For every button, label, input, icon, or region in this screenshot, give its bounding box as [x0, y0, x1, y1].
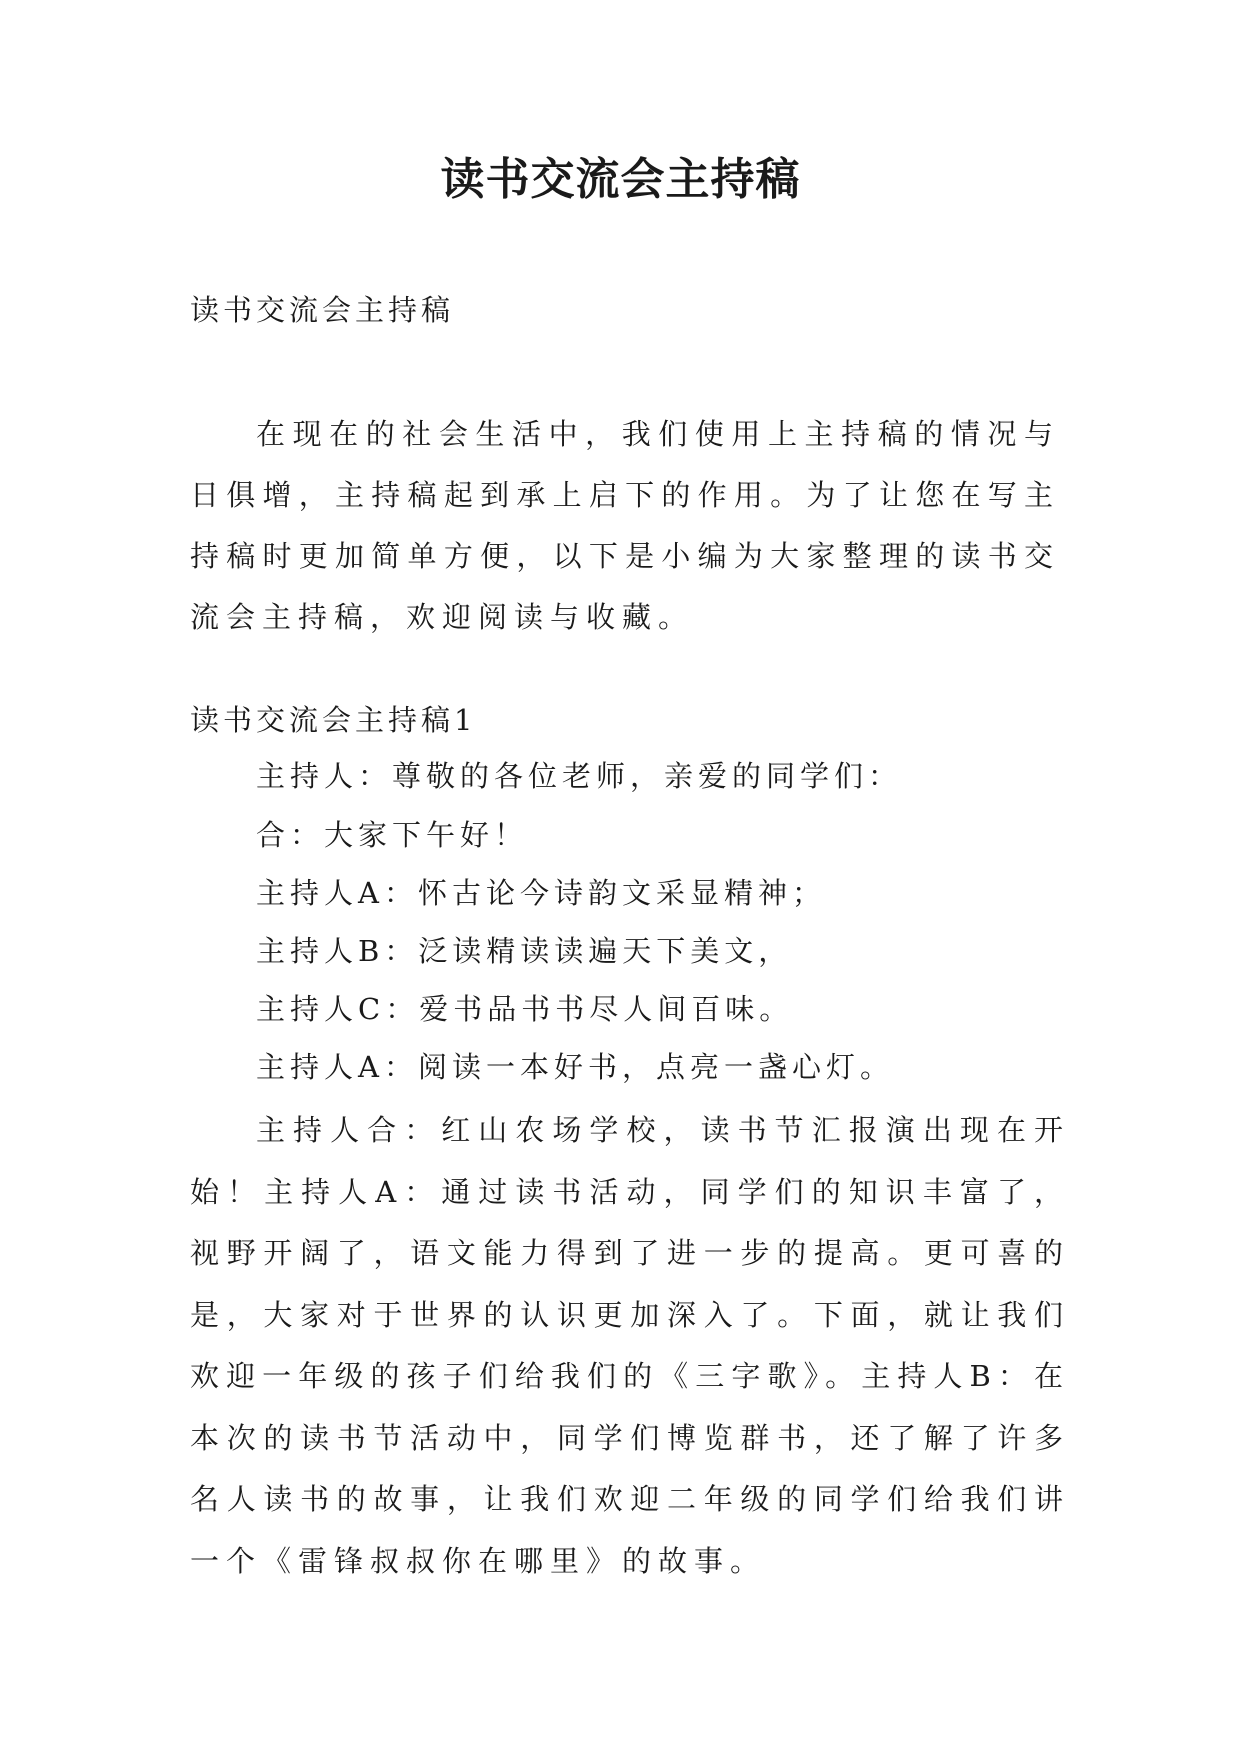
document-title: 读书交流会主持稿 [440, 154, 801, 205]
dialogue-line: 主持人B：泛读精读读遍天下美文， [256, 934, 793, 968]
dialogue-line: 主持人A：阅读一本好书，点亮一盏心灯。 [256, 1050, 894, 1084]
dialogue-line: 合：大家下午好！ [256, 818, 529, 852]
dialogue-line: 主持人：尊敬的各位老师，亲爱的同学们： [256, 759, 903, 793]
body-paragraph: 主持人合：红山农场学校，读书节汇报演出现在开始！主持人A：通过读书活动，同学们的知识丰富了，视野开阔了，语文能力得到了进一步的提高。更可喜的是，大家对于世界的认识更加深入了。下面，就让我们欢迎一年级的孩子们给我们的《三字歌》。主持人B：在本次的读书节活动中，同学们博览群书，还了解了许多名人读书的故事，让我们欢迎二年级的同学们给我们讲一个《雷锋叔叔你在哪里》的故事。 [190, 1113, 1070, 1578]
document-subtitle: 读书交流会主持稿 [190, 293, 455, 327]
dialogue-line: 主持人A：怀古论今诗韵文采显精神； [256, 876, 826, 910]
intro-paragraph: 在现在的社会生活中，我们使用上主持稿的情况与日俱增，主持稿起到承上启下的作用。为了让您在写主持稿时更加简单方便，以下是小编为大家整理的读书交流会主持稿，欢迎阅读与收藏。 [190, 417, 1060, 634]
section-heading: 读书交流会主持稿1 [190, 703, 477, 737]
dialogue-line: 主持人C：爱书品书书尽人间百味。 [256, 992, 794, 1026]
